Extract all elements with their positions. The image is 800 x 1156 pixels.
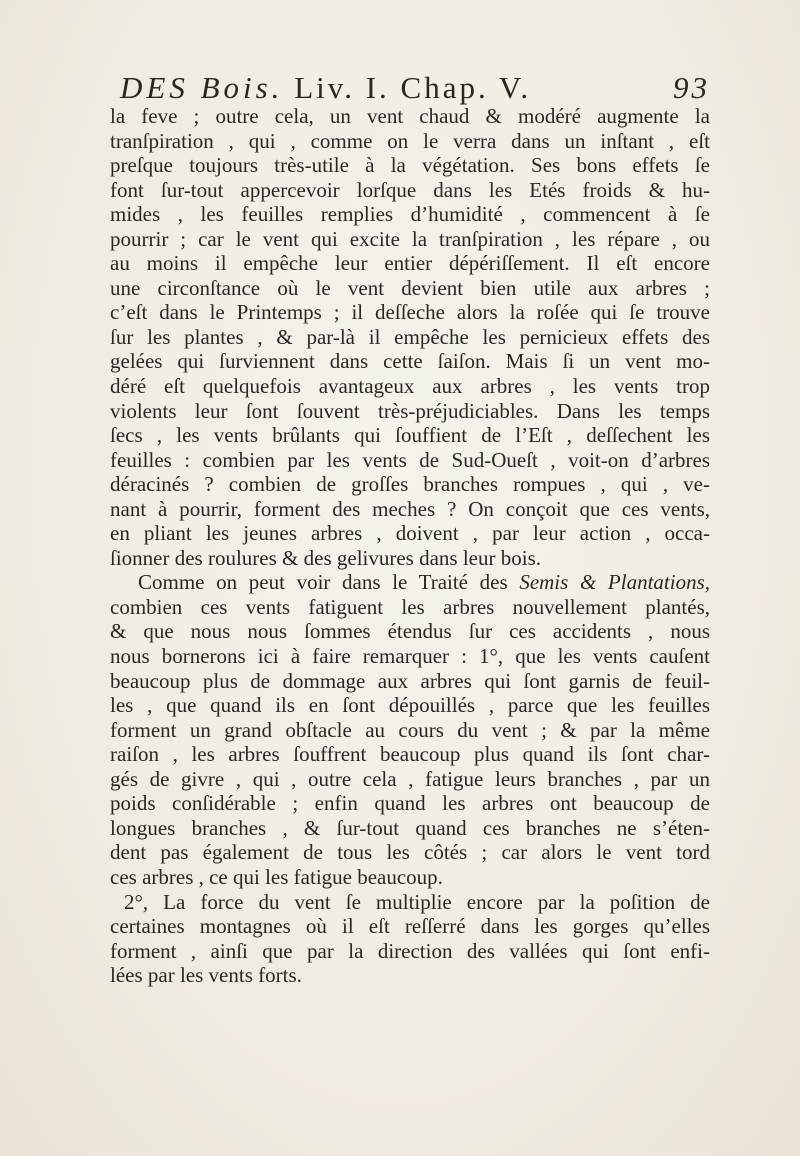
text-line: gelées qui ſurviennent dans cette ſaiſon. Mais ſi un vent mo- — [110, 349, 710, 374]
text-line: nant à pourrir, forment des meches ? On conçoit que ces vents, — [110, 496, 710, 521]
text-line-with-title — [110, 570, 710, 595]
running-title: DES Bois. — [120, 70, 284, 105]
text-line: 2°, La force du vent ſe multiplie encore par la poſition de — [124, 889, 710, 914]
page-number: 93 — [673, 70, 710, 105]
text-line: longues branches , & ſur-tout quand ces branches ne s’éten- — [110, 815, 710, 840]
text-line: ces arbres , ce qui les fatigue beaucoup. — [110, 864, 443, 889]
text-line: ſionner des roulures & des gelivures dans leur bois. — [110, 545, 541, 570]
cited-title: Semis & Plantations, — [519, 570, 711, 595]
text-line: mides , les feuilles remplies d’humidité , commencent à ſe — [110, 202, 710, 227]
text-line: feuilles : combien par les vents de Sud-Oueſt , voit-on d’arbres — [110, 447, 710, 472]
text-line: c’eſt dans le Printemps ; il deſſeche alors la roſée qui ſe trouve — [110, 300, 710, 325]
text-line: & que nous nous ſommes étendus ſur ces accidents , nous — [110, 619, 710, 644]
text-line: combien ces vents fatiguent les arbres nouvellement plantés, — [110, 594, 710, 619]
text-line: beaucoup plus de dommage aux arbres qui ſont garnis de feuil- — [110, 668, 710, 693]
text-line: forment un grand obſtacle au cours du vent ; & par la même — [110, 717, 710, 742]
text-line: déracinés ? combien de groſſes branches rompues , qui , ve- — [110, 472, 710, 497]
text-line: la feve ; outre cela, un vent chaud & modéré augmente la — [110, 104, 710, 128]
text-line: une circonſtance où le vent devient bien utile aux arbres ; — [110, 275, 710, 300]
body-text — [110, 104, 710, 988]
text-line-segment: Comme on peut voir dans le Traité des — [138, 570, 508, 595]
text-line: lées par les vents forts. — [110, 963, 302, 988]
text-line: les , que quand ils en ſont dépouillés , parce que les feuilles — [110, 693, 710, 718]
text-line: déré eſt quelquefois avantageux aux arbres , les vents trop — [110, 374, 710, 399]
text-line: au moins il empêche leur entier dépériſſement. Il eſt encore — [110, 251, 710, 276]
text-line: tranſpiration , qui , comme on le verra dans un inſtant , eſt — [110, 128, 710, 153]
text-line: violents leur ſont ſouvent très-préjudiciables. Dans les temps — [110, 398, 710, 423]
text-line: gés de givre , qui , outre cela , fatigue leurs branches , par un — [110, 766, 710, 791]
text-line: ſur les plantes , & par-là il empêche les pernicieux effets des — [110, 324, 710, 349]
running-header — [120, 70, 710, 106]
text-line: preſque toujours très-utile à la végétation. Ses bons effets ſe — [110, 153, 710, 178]
chapter-number: Chap. V. — [400, 70, 532, 105]
text-line: poids conſidérable ; enfin quand les arbres ont beaucoup de — [110, 791, 710, 816]
text-line: raiſon , les arbres ſouffrent beaucoup plus quand ils ſont char- — [110, 742, 710, 767]
text-line: forment , ainſi que par la direction des vallées qui ſont enfi- — [110, 938, 710, 963]
text-line: certaines montagnes où il eſt reſſerré dans les gorges qu’elles — [110, 914, 710, 939]
text-line: pourrir ; car le vent qui excite la tranſpiration , les répare , ou — [110, 226, 710, 251]
text-line: en pliant les jeunes arbres , doivent , par leur action , occa- — [110, 521, 710, 546]
book-number: Liv. I. — [294, 70, 390, 105]
text-line: ſecs , les vents brûlants qui ſouffient de l’Eſt , deſſechent les — [110, 423, 710, 448]
text-line: nous bornerons ici à faire remarquer : 1°, que les vents cauſent — [110, 644, 710, 669]
text-line: font ſur-tout appercevoir lorſque dans les Etés froids & hu- — [110, 177, 710, 202]
text-line: dent pas également de tous les côtés ; car alors le vent tord — [110, 840, 710, 865]
